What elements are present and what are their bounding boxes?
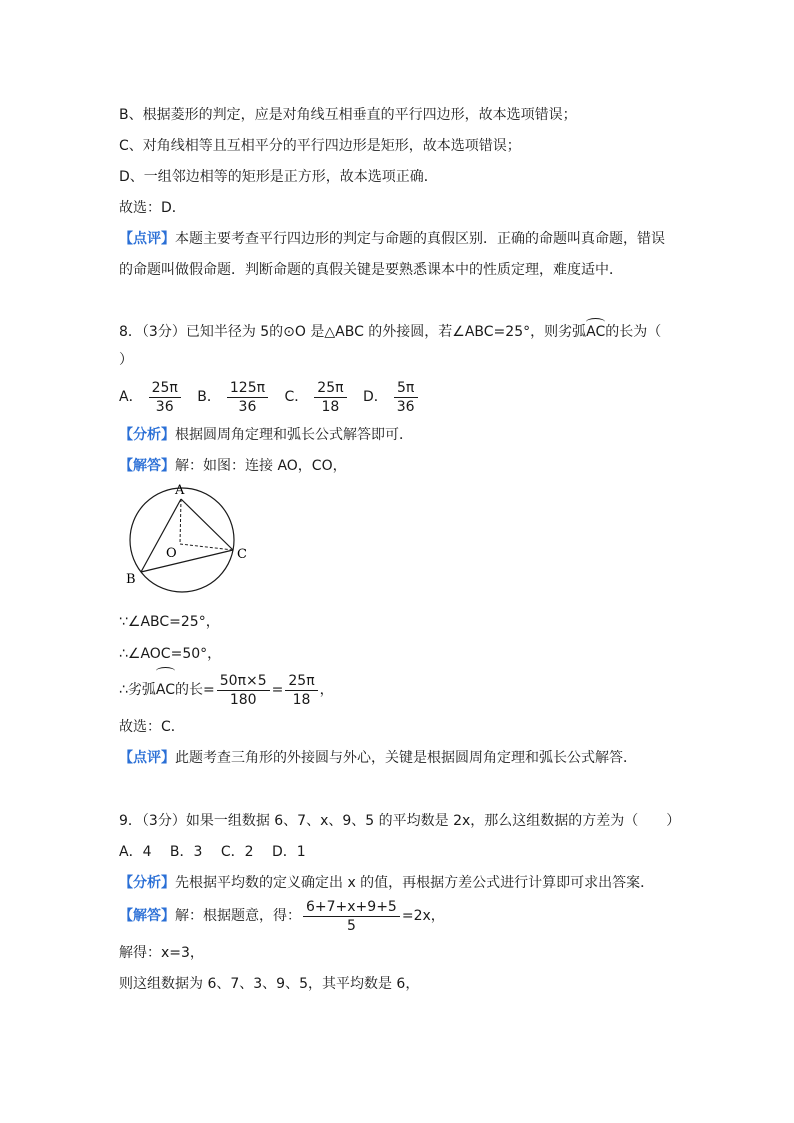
comment-text-1: 本题主要考查平行四边形的判定与命题的真假区别．正确的命题叫真命题，错误 (175, 231, 665, 247)
segment-ao (180, 499, 181, 544)
segment-ac (181, 499, 233, 550)
analysis-tag: 【分析】 (119, 875, 175, 891)
analysis-text: 先根据平均数的定义确定出 x 的值，再根据方差公式进行计算即可求出答案． (175, 875, 655, 891)
equals-sign: = (271, 682, 284, 698)
comment-tag: 【点评】 (119, 231, 175, 247)
q8-option-c (285, 378, 349, 416)
q8-stem-close: ） (119, 352, 133, 368)
solution-prefix: 解：根据题意，得： (175, 908, 301, 924)
q9-step-1: 解得：x=3， (119, 945, 204, 961)
q8-comment (119, 748, 637, 768)
circumcircle-figure (120, 480, 260, 605)
q8-step-1: ∵∠ABC=25°， (119, 614, 220, 630)
denominator: 36 (155, 398, 174, 415)
q8-stem-a: 8．（3分）已知半径为 5的⊙O 是△ABC 的外接圆，若∠ABC=25°，则劣弧 (119, 324, 587, 340)
point-b-label: B (126, 572, 136, 587)
answer-line: 故选：D． (119, 200, 186, 216)
point-o-label: O (166, 546, 177, 561)
comment-text: 此题考查三角形的外接圆与外心，关键是根据圆周角定理和弧长公式解答． (175, 750, 637, 766)
q8-solution (119, 456, 347, 476)
point-a-label: A (175, 483, 185, 498)
denominator: 36 (396, 398, 415, 415)
q8-analysis (119, 425, 413, 445)
denominator: 18 (321, 398, 340, 415)
step3-middle: 的长= (175, 682, 215, 698)
denominator: 5 (346, 917, 356, 934)
fraction (314, 379, 346, 416)
solution-tag: 【解答】 (119, 458, 175, 474)
segment-oc (180, 544, 233, 550)
q8-step-2: ∴∠AOC=50°， (119, 646, 222, 662)
numerator: 25π (149, 379, 181, 398)
solution-text: 解：如图：连接 AO，CO， (175, 458, 347, 474)
step3-arc-ac: AC (156, 671, 175, 709)
analysis-text: 根据圆周角定理和弧长公式解答即可． (175, 427, 413, 443)
fraction (285, 672, 317, 709)
solution-line-d: D、一组邻边相等的矩形是正方形，故本选项正确． (119, 169, 438, 185)
numerator: 125π (227, 379, 268, 398)
q9-options: A．4 B．3 C．2 D．1 (119, 844, 306, 860)
q8-answer: 故选：C． (119, 719, 185, 735)
option-label: A． (119, 389, 143, 405)
denominator: 180 (229, 691, 257, 708)
q8-option-a (119, 378, 183, 416)
option-label: C． (284, 389, 309, 405)
comment-line-1 (119, 229, 665, 249)
fraction (149, 379, 181, 416)
numerator: 50π×5 (217, 672, 270, 691)
option-label: B． (197, 389, 221, 405)
comment-tag: 【点评】 (119, 750, 175, 766)
segment-bc (141, 550, 233, 572)
numerator: 5π (394, 379, 418, 398)
fraction (303, 898, 400, 935)
numerator: 25π (314, 379, 346, 398)
q8-option-d (363, 378, 420, 416)
q8-step-3 (119, 671, 334, 709)
q9-solution (119, 897, 445, 935)
solution-suffix: =2x， (401, 908, 445, 924)
q8-options (119, 378, 430, 416)
fraction (217, 672, 270, 709)
comment-line-2: 的命题叫做假命题．判断命题的真假关键是要熟悉课本中的性质定理，难度适中． (119, 262, 623, 278)
solution-line-c: C、对角线相等且互相平分的平行四边形是矩形，故本选项错误； (119, 138, 521, 154)
analysis-tag: 【分析】 (119, 427, 175, 443)
point-c-label: C (237, 547, 247, 562)
q8-stem (119, 322, 661, 342)
q9-stem: 9．（3分）如果一组数据 6、7、x、9、5 的平均数是 2x，那么这组数据的方差为（ ） (119, 813, 681, 829)
denominator: 36 (238, 398, 257, 415)
denominator: 18 (292, 691, 311, 708)
segment-ab (141, 499, 181, 572)
numerator: 6+7+x+9+5 (303, 898, 400, 917)
fraction (227, 379, 268, 416)
q9-analysis (119, 873, 654, 893)
solution-line-b: B、根据菱形的判定，应是对角线互相垂直的平行四边形，故本选项错误； (119, 107, 577, 123)
circumcircle (130, 488, 234, 592)
fraction (394, 379, 418, 416)
step3-end: ， (319, 682, 334, 698)
solution-tag: 【解答】 (119, 908, 175, 924)
q8-stem-b: 的长为（ (605, 324, 662, 340)
q8-option-b (197, 378, 270, 416)
q9-step-2: 则这组数据为 6、7、3、9、5，其平均数是 6， (119, 976, 420, 992)
option-label: D． (362, 389, 388, 405)
q8-arc-ac: AC (586, 324, 606, 340)
numerator: 25π (285, 672, 317, 691)
step3-prefix: ∴劣弧 (119, 682, 156, 698)
